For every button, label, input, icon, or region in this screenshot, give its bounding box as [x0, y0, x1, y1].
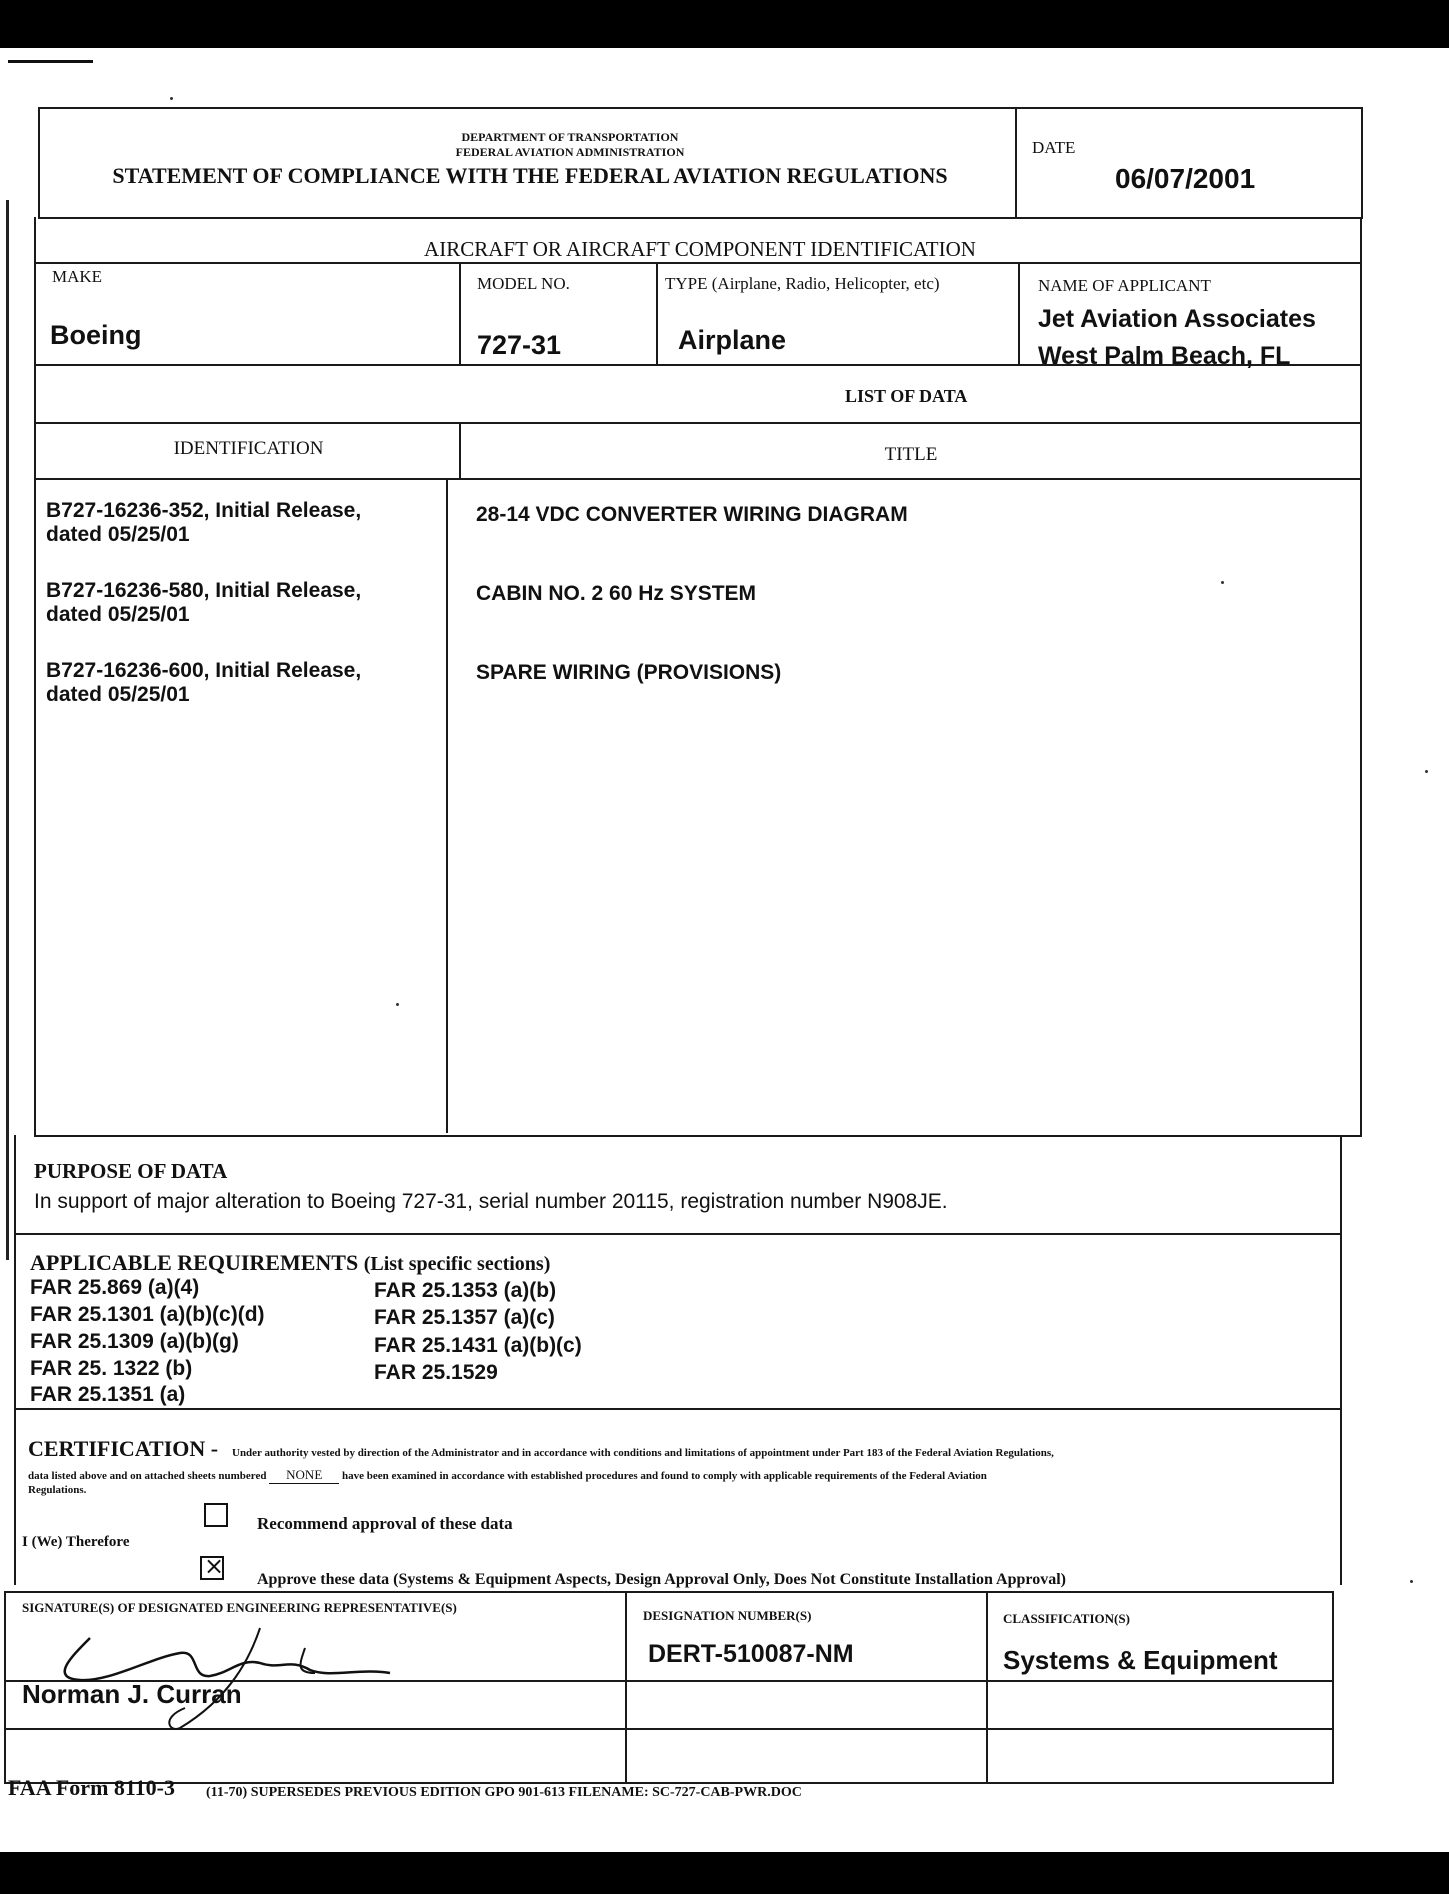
requirement-item: FAR 25.1529 — [374, 1361, 498, 1384]
purpose-text: In support of major alteration to Boeing 727-31, serial number 20115, registration number N908JE. — [34, 1190, 948, 1213]
data-identification-date: dated 05/25/01 — [46, 683, 190, 706]
column-header-title: TITLE — [884, 444, 938, 465]
certification-text-line2 — [28, 1467, 1338, 1484]
requirement-item: FAR 25.1357 (a)(c) — [374, 1306, 555, 1329]
applicant-name: Jet Aviation Associates — [1038, 305, 1316, 333]
requirements-note: (List specific sections) — [363, 1253, 551, 1275]
form-id: FAA Form 8110-3 — [8, 1775, 176, 1800]
representative-name: Norman J. Curran — [22, 1679, 242, 1709]
scan-bottom-border — [0, 1852, 1449, 1894]
designation-value: DERT-510087-NM — [648, 1640, 854, 1668]
classification-value: Systems & Equipment — [1003, 1645, 1278, 1675]
requirements-label — [30, 1250, 550, 1276]
data-identification: B727-16236-352, Initial Release, — [46, 499, 362, 522]
scan-mark-top-left — [8, 60, 93, 63]
certification-text-line1: Under authority vested by direction of the Administrator and in accordance with conditions and limitations of appointment under Part 183 of the Federal Aviation Regulations, — [232, 1447, 1054, 1459]
type-label: TYPE (Airplane, Radio, Helicopter, etc) — [665, 274, 940, 293]
requirement-item: FAR 25.1301 (a)(b)(c)(d) — [30, 1303, 265, 1326]
applicant-label: NAME OF APPLICANT — [1038, 276, 1211, 295]
requirement-item: FAR 25.1309 (a)(b)(g) — [30, 1330, 239, 1353]
form-title: STATEMENT OF COMPLIANCE WITH THE FEDERAL AVIATION REGULATIONS — [112, 163, 948, 188]
applicant-location: West Palm Beach, FL — [1038, 342, 1291, 370]
requirement-item: FAR 25.1431 (a)(b)(c) — [374, 1334, 582, 1357]
form-info: (11-70) SUPERSEDES PREVIOUS EDITION GPO 901-613 FILENAME: SC-727-CAB-PWR.DOC — [206, 1785, 802, 1800]
data-title: 28-14 VDC CONVERTER WIRING DIAGRAM — [476, 503, 908, 526]
department-name: DEPARTMENT OF TRANSPORTATION — [461, 130, 679, 144]
requirement-item: FAR 25.1353 (a)(b) — [374, 1279, 557, 1302]
type-value: Airplane — [678, 325, 787, 355]
date-label: DATE — [1032, 138, 1076, 157]
model-label: MODEL NO. — [477, 274, 570, 293]
identification-title: AIRCRAFT OR AIRCRAFT COMPONENT IDENTIFICATION — [424, 237, 976, 261]
purpose-label: PURPOSE OF DATA — [34, 1159, 228, 1183]
requirement-item: FAR 25.1351 (a) — [30, 1383, 186, 1406]
certification-text-line3: Regulations. — [28, 1484, 87, 1496]
make-value: Boeing — [50, 320, 142, 350]
data-title: CABIN NO. 2 60 Hz SYSTEM — [476, 582, 757, 605]
model-value: 727-31 — [477, 330, 562, 360]
requirements-title: APPLICABLE REQUIREMENTS — [30, 1250, 359, 1275]
therefore-label: I (We) Therefore — [22, 1534, 130, 1550]
data-identification-date: dated 05/25/01 — [46, 523, 190, 546]
approve-data-checkbox[interactable] — [200, 1556, 224, 1580]
certification-text-part-b: have been examined in accordance with established procedures and found to comply with applicable requirements of the Federal Aviation — [341, 1470, 987, 1482]
scan-top-border — [0, 0, 1449, 48]
data-identification: B727-16236-580, Initial Release, — [46, 579, 362, 602]
column-header-identification: IDENTIFICATION — [173, 438, 324, 459]
make-label: MAKE — [52, 267, 103, 286]
certification-label: CERTIFICATION - — [28, 1436, 219, 1461]
approve-data-label: Approve these data (Systems & Equipment Aspects, Design Approval Only, Does Not Constitute Installation Approval) — [257, 1571, 1066, 1588]
data-identification: B727-16236-600, Initial Release, — [46, 659, 362, 682]
classification-label: CLASSIFICATION(S) — [1003, 1611, 1130, 1626]
data-title: SPARE WIRING (PROVISIONS) — [476, 661, 782, 684]
scan-mark-left-bracket — [6, 200, 9, 1260]
list-of-data-title: LIST OF DATA — [845, 386, 968, 406]
signature-label: SIGNATURE(S) OF DESIGNATED ENGINEERING REPRESENTATIVE(S) — [22, 1600, 457, 1615]
certification-text-part-a: data listed above and on attached sheets numbered — [28, 1470, 267, 1482]
recommend-approval-checkbox[interactable] — [204, 1503, 228, 1527]
requirement-item: FAR 25. 1322 (b) — [30, 1357, 193, 1380]
designation-label: DESIGNATION NUMBER(S) — [643, 1608, 812, 1623]
agency-name: FEDERAL AVIATION ADMINISTRATION — [455, 145, 685, 159]
requirement-item: FAR 25.869 (a)(4) — [30, 1276, 200, 1299]
sheets-numbered-value: NONE — [269, 1467, 339, 1484]
date-value: 06/07/2001 — [1115, 163, 1256, 194]
data-identification-date: dated 05/25/01 — [46, 603, 190, 626]
handwritten-signature — [30, 1618, 430, 1738]
recommend-approval-label: Recommend approval of these data — [257, 1514, 513, 1533]
